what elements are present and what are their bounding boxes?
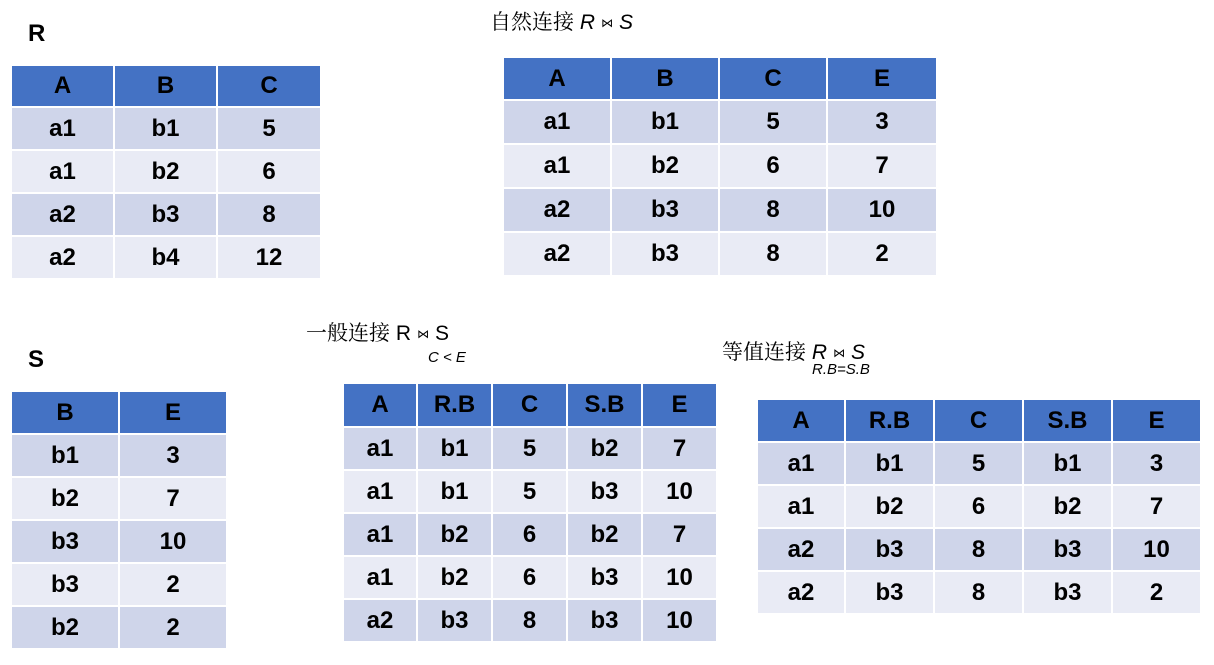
equi-join-left: R [811,341,828,364]
theta-join-left: R [395,322,412,345]
column-header: B [611,57,719,100]
equi-join-right: S [851,341,866,364]
relation-s-table [10,390,228,650]
header-row [11,391,227,434]
column-header: R.B [845,399,934,442]
table-row [503,188,937,232]
table-cell: b2 [567,427,642,470]
theta-join-right: S [435,322,450,345]
table-row [11,236,321,279]
table-cell: a2 [757,528,845,571]
table-cell: b1 [11,434,119,477]
table-cell: a2 [503,232,611,276]
table-cell: 2 [119,606,227,649]
table-cell: b3 [567,470,642,513]
table-cell: b1 [114,107,217,150]
table-cell: b2 [114,150,217,193]
table-row [11,606,227,649]
table-cell: 10 [642,470,717,513]
table-cell: b2 [845,485,934,528]
table-row [343,556,717,599]
table-cell: b1 [845,442,934,485]
table-cell: 10 [119,520,227,563]
table-cell: 5 [492,427,567,470]
table-cell: 8 [492,599,567,642]
table-cell: 2 [119,563,227,606]
table-cell: b1 [417,427,492,470]
natural-join-left: R [579,11,596,34]
table-cell: b3 [1023,571,1112,614]
table-cell: b2 [567,513,642,556]
table-cell: a1 [757,442,845,485]
table-cell: b4 [114,236,217,279]
table-row [343,599,717,642]
table-cell: a2 [11,236,114,279]
column-header: S.B [1023,399,1112,442]
table-cell: 7 [119,477,227,520]
table-cell: a1 [11,150,114,193]
equi-join-title: 等值连接 [722,341,806,364]
natural-join-right: S [619,11,634,34]
table-row [11,520,227,563]
table-cell: 10 [827,188,937,232]
table-cell: 3 [119,434,227,477]
table-cell: a1 [343,470,417,513]
table-cell: 12 [217,236,321,279]
join-symbol: ⋈ [833,346,846,360]
column-header: E [119,391,227,434]
table-cell: b3 [11,563,119,606]
table-cell: b1 [417,470,492,513]
table-row [757,528,1201,571]
table-cell: 3 [827,100,937,144]
table-row [757,442,1201,485]
table-cell: 2 [827,232,937,276]
table-cell: 5 [217,107,321,150]
equi-join-table [756,398,1202,615]
header-row [343,383,717,427]
table-cell: b3 [1023,528,1112,571]
table-cell: 6 [492,513,567,556]
table-cell: a1 [503,144,611,188]
column-header: C [217,65,321,107]
table-cell: 10 [642,599,717,642]
table-row [343,470,717,513]
table-cell: 6 [217,150,321,193]
column-header: A [503,57,611,100]
column-header: S.B [567,383,642,427]
table-cell: b2 [611,144,719,188]
table-cell: a1 [757,485,845,528]
table-row [11,193,321,236]
column-header: E [642,383,717,427]
table-cell: a2 [503,188,611,232]
natural-join-table [502,56,938,277]
table-cell: 5 [934,442,1023,485]
table-row [503,100,937,144]
table-cell: a1 [343,556,417,599]
relation-s-label: S [28,346,45,373]
table-cell: b1 [1023,442,1112,485]
table-cell: b2 [417,556,492,599]
table-cell: a2 [343,599,417,642]
column-header: B [11,391,119,434]
table-cell: b3 [845,528,934,571]
table-row [343,427,717,470]
table-cell: a1 [343,513,417,556]
table-cell: a2 [11,193,114,236]
header-row [11,65,321,107]
table-cell: b2 [11,606,119,649]
table-cell: 6 [492,556,567,599]
table-cell: 8 [719,188,827,232]
table-cell: b3 [611,232,719,276]
join-symbol: ⋈ [417,327,430,341]
table-cell: b3 [611,188,719,232]
join-symbol: ⋈ [601,16,614,30]
table-cell: a1 [503,100,611,144]
table-cell: b3 [567,556,642,599]
theta-join-title: 一般连接 [306,322,390,345]
table-row [11,563,227,606]
table-row [11,107,321,150]
table-cell: 5 [719,100,827,144]
column-header: C [934,399,1023,442]
theta-join-condition: C < E [428,349,466,366]
table-cell: 7 [642,427,717,470]
table-row [11,434,227,477]
table-cell: a1 [11,107,114,150]
table-cell: b2 [417,513,492,556]
header-row [503,57,937,100]
column-header: A [757,399,845,442]
table-cell: b3 [11,520,119,563]
table-cell: 10 [1112,528,1201,571]
table-row [11,477,227,520]
table-cell: b1 [611,100,719,144]
table-cell: b2 [1023,485,1112,528]
table-cell: a1 [343,427,417,470]
natural-join-title: 自然连接 [490,11,574,34]
table-cell: b3 [567,599,642,642]
table-cell: 6 [719,144,827,188]
table-row [11,150,321,193]
table-cell: 3 [1112,442,1201,485]
equi-join-caption [722,342,865,363]
relation-r-table [10,64,322,280]
table-cell: 7 [1112,485,1201,528]
table-row [503,144,937,188]
relation-r-label: R [28,20,46,47]
column-header: B [114,65,217,107]
table-cell: 6 [934,485,1023,528]
table-cell: 7 [827,144,937,188]
column-header: E [827,57,937,100]
table-cell: b3 [114,193,217,236]
column-header: C [492,383,567,427]
equi-join-condition: R.B=S.B [812,361,870,378]
table-cell: 8 [934,528,1023,571]
theta-join-caption [306,323,449,344]
table-cell: 5 [492,470,567,513]
table-cell: 7 [642,513,717,556]
column-header: R.B [417,383,492,427]
column-header: A [343,383,417,427]
column-header: A [11,65,114,107]
table-cell: b3 [417,599,492,642]
table-row [757,485,1201,528]
table-row [343,513,717,556]
table-row [757,571,1201,614]
column-header: C [719,57,827,100]
header-row [757,399,1201,442]
column-header: E [1112,399,1201,442]
table-cell: b3 [845,571,934,614]
natural-join-caption [490,12,633,33]
theta-join-table [342,382,718,643]
table-cell: b2 [11,477,119,520]
table-cell: 2 [1112,571,1201,614]
table-cell: a2 [757,571,845,614]
table-cell: 8 [934,571,1023,614]
table-cell: 10 [642,556,717,599]
table-row [503,232,937,276]
table-cell: 8 [217,193,321,236]
table-cell: 8 [719,232,827,276]
